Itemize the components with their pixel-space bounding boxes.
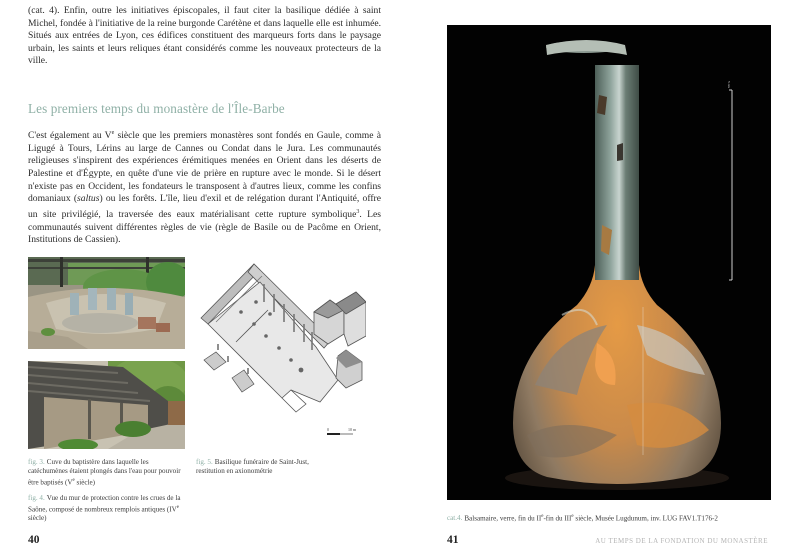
caption-text: -fin du III [543, 514, 572, 523]
figure-number: fig. 5. [196, 458, 213, 466]
catalogue-caption [447, 512, 777, 523]
caption-text: siècle) [28, 514, 47, 523]
superscript: e [176, 505, 179, 510]
right-page [400, 0, 800, 560]
figure-caption [28, 458, 188, 487]
wall-image [28, 361, 185, 449]
running-head: AU TEMPS DE LA FONDATION DU MONASTÈRE [595, 537, 768, 545]
caption-text: Basilique funéraire de Saint-Just, restitution en axionométrie [196, 458, 309, 475]
page-number: 40 [28, 534, 40, 546]
superscript: e [571, 514, 574, 519]
text-run: C'est également au V [28, 130, 112, 142]
superscript: e [111, 130, 115, 136]
figure-number: fig. 3. [28, 458, 45, 466]
caption-text: Vue du mur de protection contre les crues de la Saône, composé de nombreux remplois antiques (IV [28, 494, 181, 514]
figure-caption [28, 494, 188, 523]
basilica-drawing [196, 252, 366, 422]
saone-wall-photo [28, 361, 185, 449]
caption-text: Cuve du baptistère dans laquelle les catéchumènes étaient plongés dans l'eau pour pouvoir être baptisés (V [28, 458, 181, 487]
photo-scale-label: 5 cm [727, 81, 731, 88]
text-run: ) ou les forêts. L'île, lieu d'exil et de relégation durant l'Antiquité, offre un site privilégié, la traversée des eaux matérialisant cette rupture symbolique [28, 193, 381, 220]
text-run: siècle que les premiers monastères sont fondés en Gaule, comme à Ligugé à Tours, Lérins au large de Cannes ou Condat dans le Jura. Les communautés religieuses s'inspirent des expériences érémitiques menées en Orient dans les déserts de Palestine et d'Égypte, en quête d'une vie de prière en rupture avec le monde. Si le désert n'existe pas en Occident, les fondateurs le transposent à d'autres lieux, comme les confins domaniaux ( [28, 130, 381, 205]
body-paragraph [28, 127, 381, 247]
caption-text: Balsamaire, verre, fin du II [464, 514, 542, 523]
caption-text: siècle) [74, 478, 96, 487]
basilica-axonometry-drawing [196, 252, 366, 422]
footnote-ref[interactable]: 3 [356, 208, 360, 215]
balsamarium-photo [447, 25, 771, 500]
baptistery-photo [28, 257, 185, 349]
section-heading: Les premiers temps du monastère de l'Île-Barbe [28, 101, 285, 116]
balsamarium-image [447, 25, 771, 500]
superscript: e [541, 514, 544, 519]
drawing-scale [327, 427, 367, 439]
scale-start-label: 0 [327, 427, 329, 432]
scale-end-label: 10 m [348, 427, 357, 432]
baptistery-image [28, 257, 185, 349]
scale-bar-empty [340, 433, 353, 435]
page-number: 41 [447, 534, 459, 546]
superscript: e [72, 478, 75, 483]
scale-bar-filled [327, 433, 340, 435]
catalogue-number: cat.4. [447, 514, 463, 523]
body-paragraph: (cat. 4). Enfin, outre les initiatives épiscopales, il faut citer la basilique dédiée à saint Michel, fondée à l'initiative de la reine burgonde Carétène et dans laquelle elle est inhumée. Situés aux entrées de Lyon, ces édifices constituent des marqueurs forts dans le paysage urbain, les saints et leurs reliques étant considérés comme les nouveaux protecteurs de la ville. [28, 5, 381, 67]
figure-caption [196, 458, 336, 476]
text-run: . Les communautés suivent différentes règles de vie (règle de Basile ou de Pacôme en Orient, Institutions de Cassien). [28, 208, 381, 246]
figure-number: fig. 4. [28, 494, 45, 502]
caption-text: siècle, Musée Lugdunum, inv. LUG FAV1.T176-2 [573, 514, 718, 523]
italic-term: saltus [77, 193, 100, 205]
